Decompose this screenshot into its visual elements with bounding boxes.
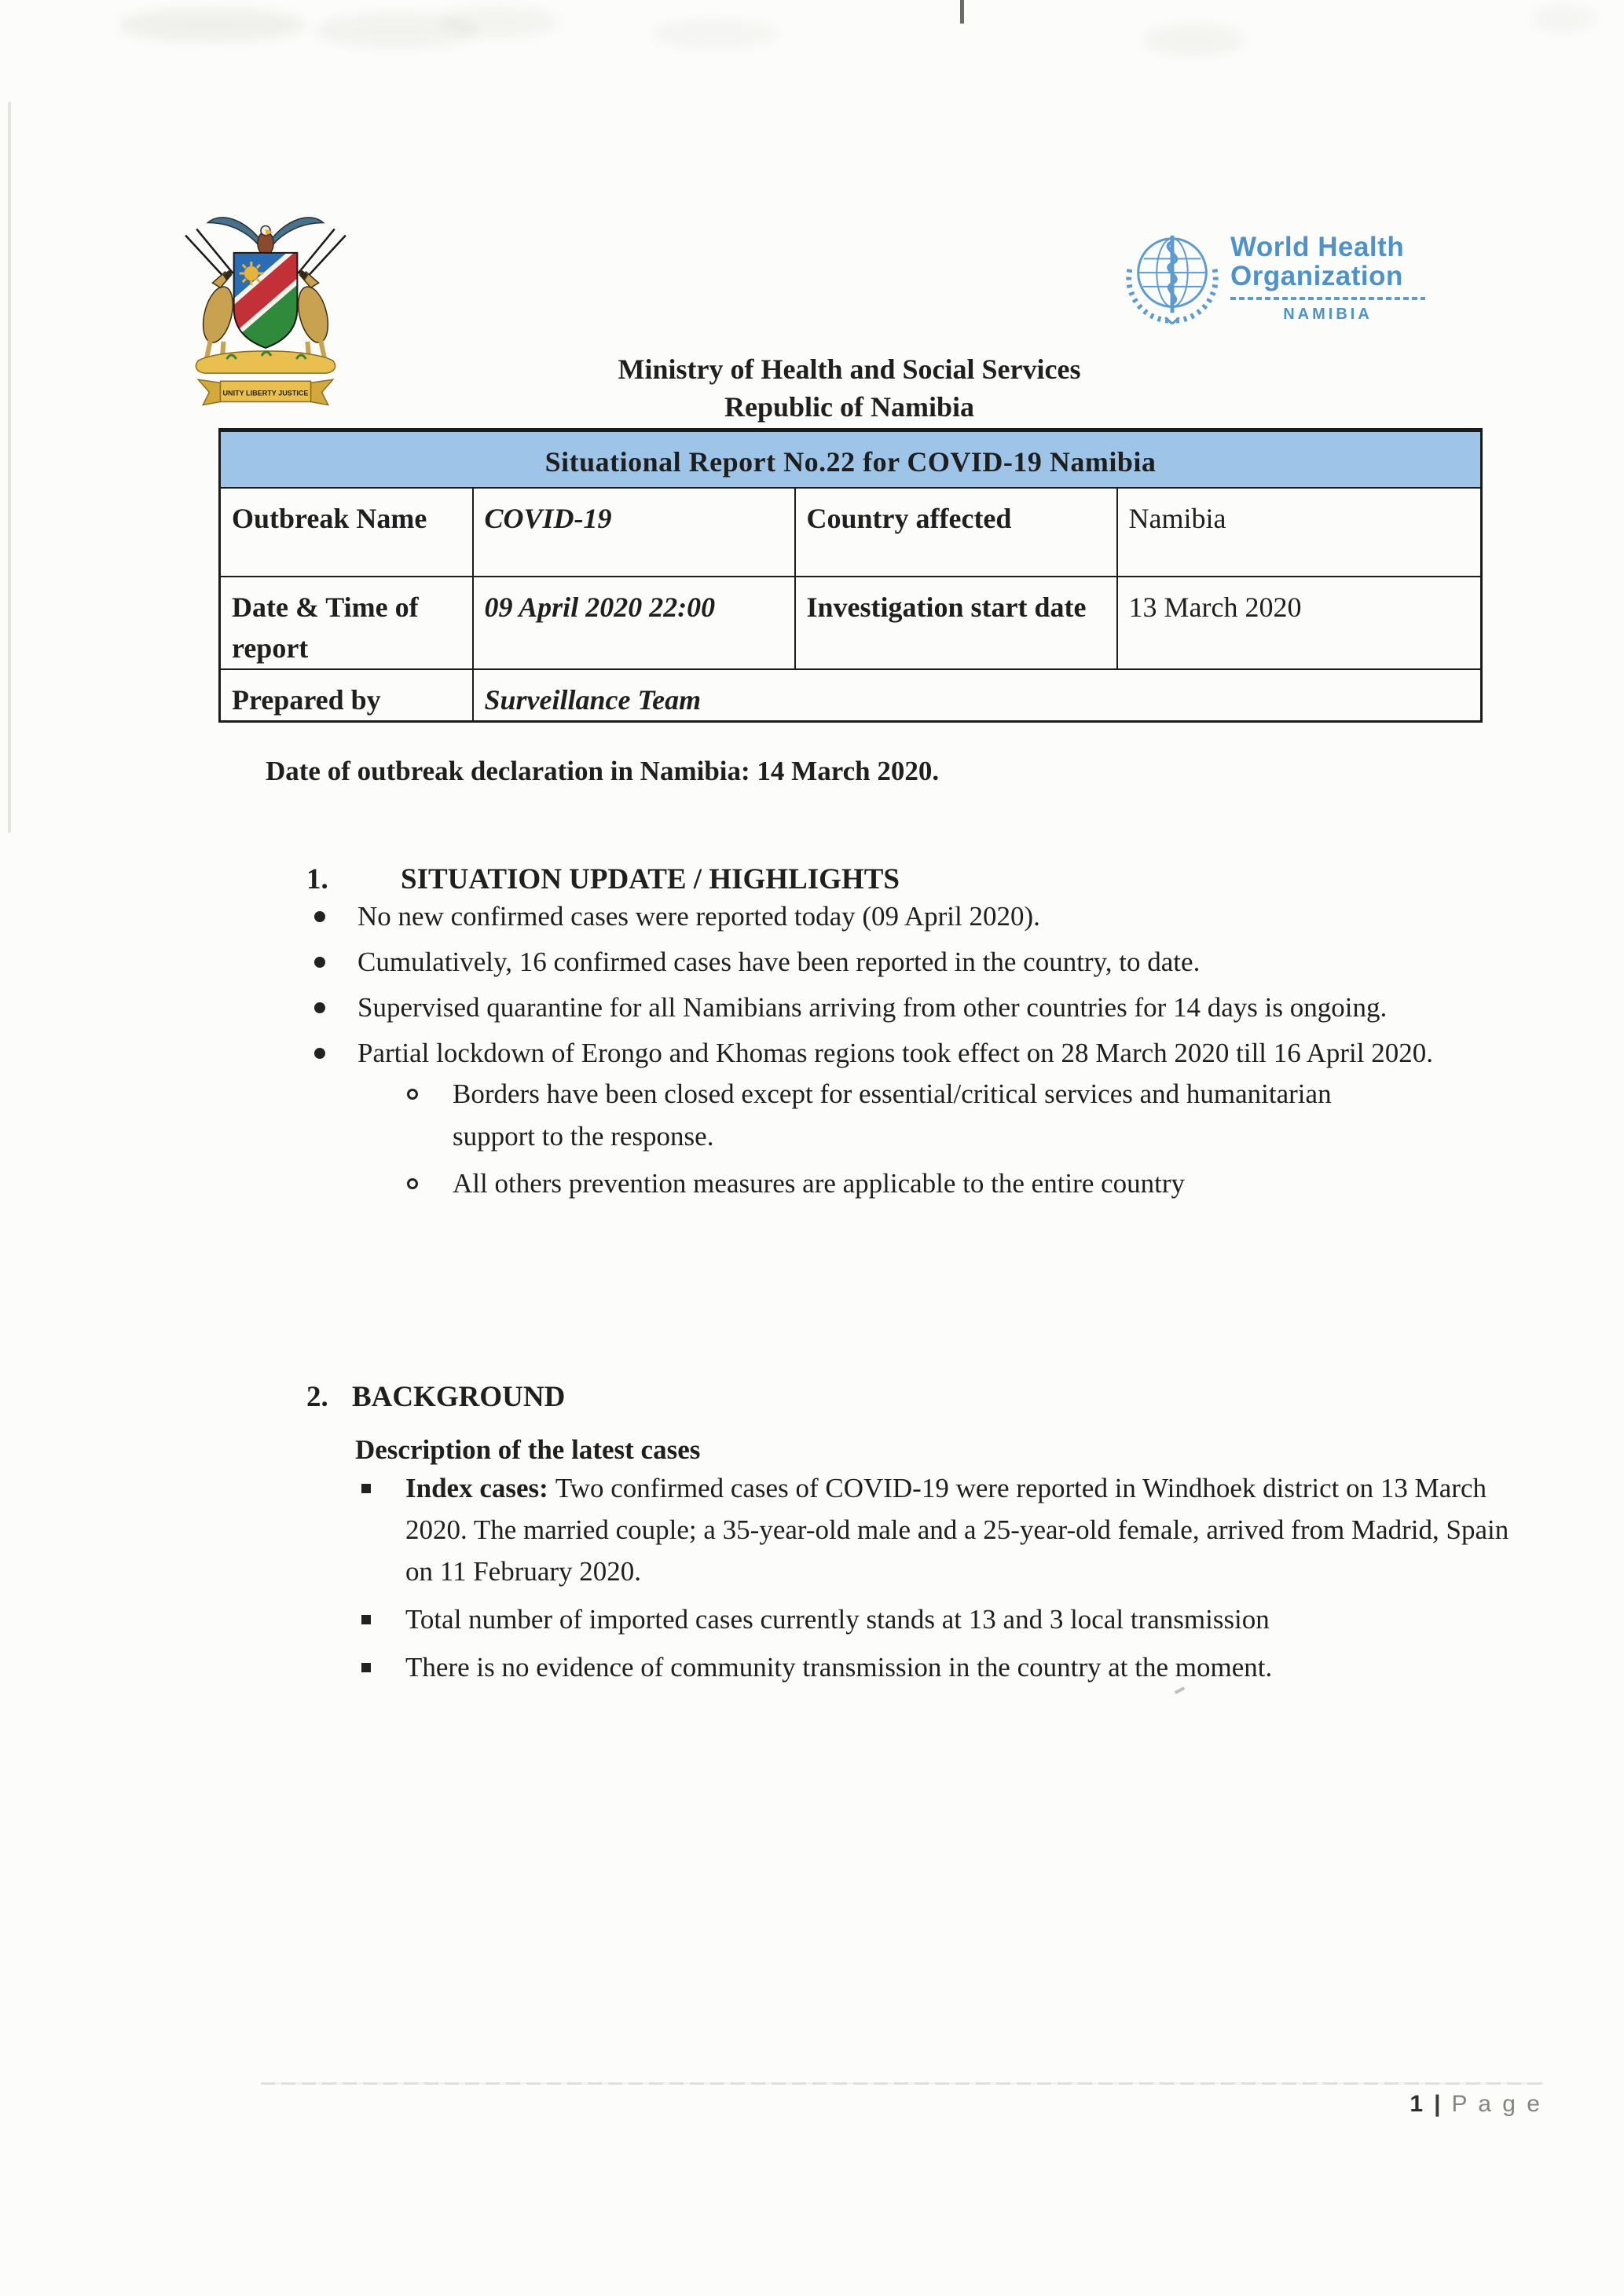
cell-date-time-value: 09 April 2020 22:00 xyxy=(473,577,795,669)
scan-smudge xyxy=(1532,5,1595,33)
section2-subheading: Description of the latest cases xyxy=(355,1434,701,1465)
who-logo-text xyxy=(1230,233,1428,324)
section2-title: BACKGROUND xyxy=(352,1381,566,1413)
section2-heading xyxy=(306,1380,565,1414)
bullet-lead: Index cases: xyxy=(405,1473,548,1503)
cell-prepared-by-value: Surveillance Team xyxy=(473,669,1482,722)
sub-bullet-text: Borders have been closed except for essential/critical services and humanitarian support to the response. xyxy=(453,1078,1332,1152)
report-table xyxy=(218,428,1483,723)
list-item xyxy=(313,1163,1384,1205)
outbreak-declaration: Date of outbreak declaration in Namibia: 14 March 2020. xyxy=(266,756,940,786)
section2-number: 2. xyxy=(306,1381,328,1413)
who-emblem-icon xyxy=(1122,228,1223,328)
coat-of-arms-motto: UNITY LIBERTY JUSTICE xyxy=(222,389,309,397)
who-logo-line1: World Health xyxy=(1230,232,1405,262)
who-logo-line2: Organization xyxy=(1230,261,1403,291)
square-bullet-icon xyxy=(361,1615,371,1624)
scan-smudge xyxy=(440,6,558,38)
scan-smudge xyxy=(652,19,778,49)
list-item xyxy=(357,1598,1538,1640)
section1-title: SITUATION UPDATE / HIGHLIGHTS xyxy=(401,863,900,895)
who-country-label: NAMIBIA xyxy=(1283,306,1373,323)
hollow-bullet-icon xyxy=(407,1089,418,1100)
list-item xyxy=(313,895,1477,937)
list-item xyxy=(357,1646,1538,1688)
ministry-header xyxy=(218,350,1480,426)
bullet-text: Two confirmed cases of COVID-19 were reported in Windhoek district on 13 March 2020. The married couple; a 35-year-old male and a 25-year-old female, arrived from Madrid, Spain on 11 February 2020. xyxy=(405,1473,1509,1587)
page-number: 1 xyxy=(1410,2091,1424,2117)
cell-investigation-start-label: Investigation start date xyxy=(795,577,1117,669)
bullet-text: There is no evidence of community transmission in the country at the moment. xyxy=(405,1652,1273,1683)
square-bullet-icon xyxy=(361,1663,371,1672)
bullet-icon xyxy=(314,957,325,968)
ministry-line1: Ministry of Health and Social Services xyxy=(618,353,1081,385)
sub-bullet-text: All others prevention measures are applicable to the entire country xyxy=(453,1168,1186,1199)
scan-edge-line xyxy=(8,102,11,833)
section2-bullet-list xyxy=(357,1467,1538,1694)
square-bullet-icon xyxy=(361,1484,371,1493)
bullet-text: Partial lockdown of Erongo and Khomas regions took effect on 28 March 2020 till 16 April 2020. xyxy=(357,1038,1433,1068)
bullet-text: No new confirmed cases were reported today (09 April 2020). xyxy=(357,901,1040,932)
bullet-text: Cumulatively, 16 confirmed cases have been reported in the country, to date. xyxy=(357,947,1201,977)
bullet-icon xyxy=(314,1002,325,1013)
list-item xyxy=(313,1073,1384,1158)
cell-country-affected-label: Country affected xyxy=(795,488,1117,577)
cell-prepared-by-label: Prepared by xyxy=(220,669,473,722)
section1-bullet-list xyxy=(313,895,1477,1210)
section1-number: 1. xyxy=(306,863,328,895)
who-dashed-rule xyxy=(1230,297,1425,300)
cell-date-time-label: Date & Time of report xyxy=(220,577,473,669)
who-logo xyxy=(1122,228,1428,328)
scan-smudge xyxy=(1143,24,1245,57)
cell-outbreak-name-label: Outbreak Name xyxy=(220,488,473,577)
list-item xyxy=(313,987,1477,1028)
page-word: P a g e xyxy=(1451,2091,1542,2117)
section1-sub-bullet-list xyxy=(313,1073,1384,1205)
ministry-line2: Republic of Namibia xyxy=(724,391,975,423)
section1-heading xyxy=(306,862,900,896)
scan-smudge xyxy=(118,8,306,42)
bullet-text: Supervised quarantine for all Namibians arriving from other countries for 14 days is ongoing. xyxy=(357,992,1388,1023)
footer-separator-line xyxy=(261,2082,1544,2085)
list-item xyxy=(313,1032,1477,1074)
page-number-footer xyxy=(1410,2091,1542,2118)
list-item xyxy=(357,1467,1538,1592)
cell-investigation-start-value: 13 March 2020 xyxy=(1117,577,1482,669)
hollow-bullet-icon xyxy=(407,1178,418,1189)
cell-country-affected-value: Namibia xyxy=(1117,488,1482,577)
cell-outbreak-name-value: COVID-19 xyxy=(473,488,795,577)
scan-tick-mark xyxy=(960,0,964,24)
report-table-title: Situational Report No.22 for COVID-19 Namibia xyxy=(220,430,1482,489)
list-item xyxy=(313,941,1477,983)
bullet-icon xyxy=(314,911,325,922)
page-number-separator: | xyxy=(1434,2091,1441,2117)
bullet-text: Total number of imported cases currently stands at 13 and 3 local transmission xyxy=(405,1604,1270,1635)
bullet-icon xyxy=(314,1048,325,1059)
